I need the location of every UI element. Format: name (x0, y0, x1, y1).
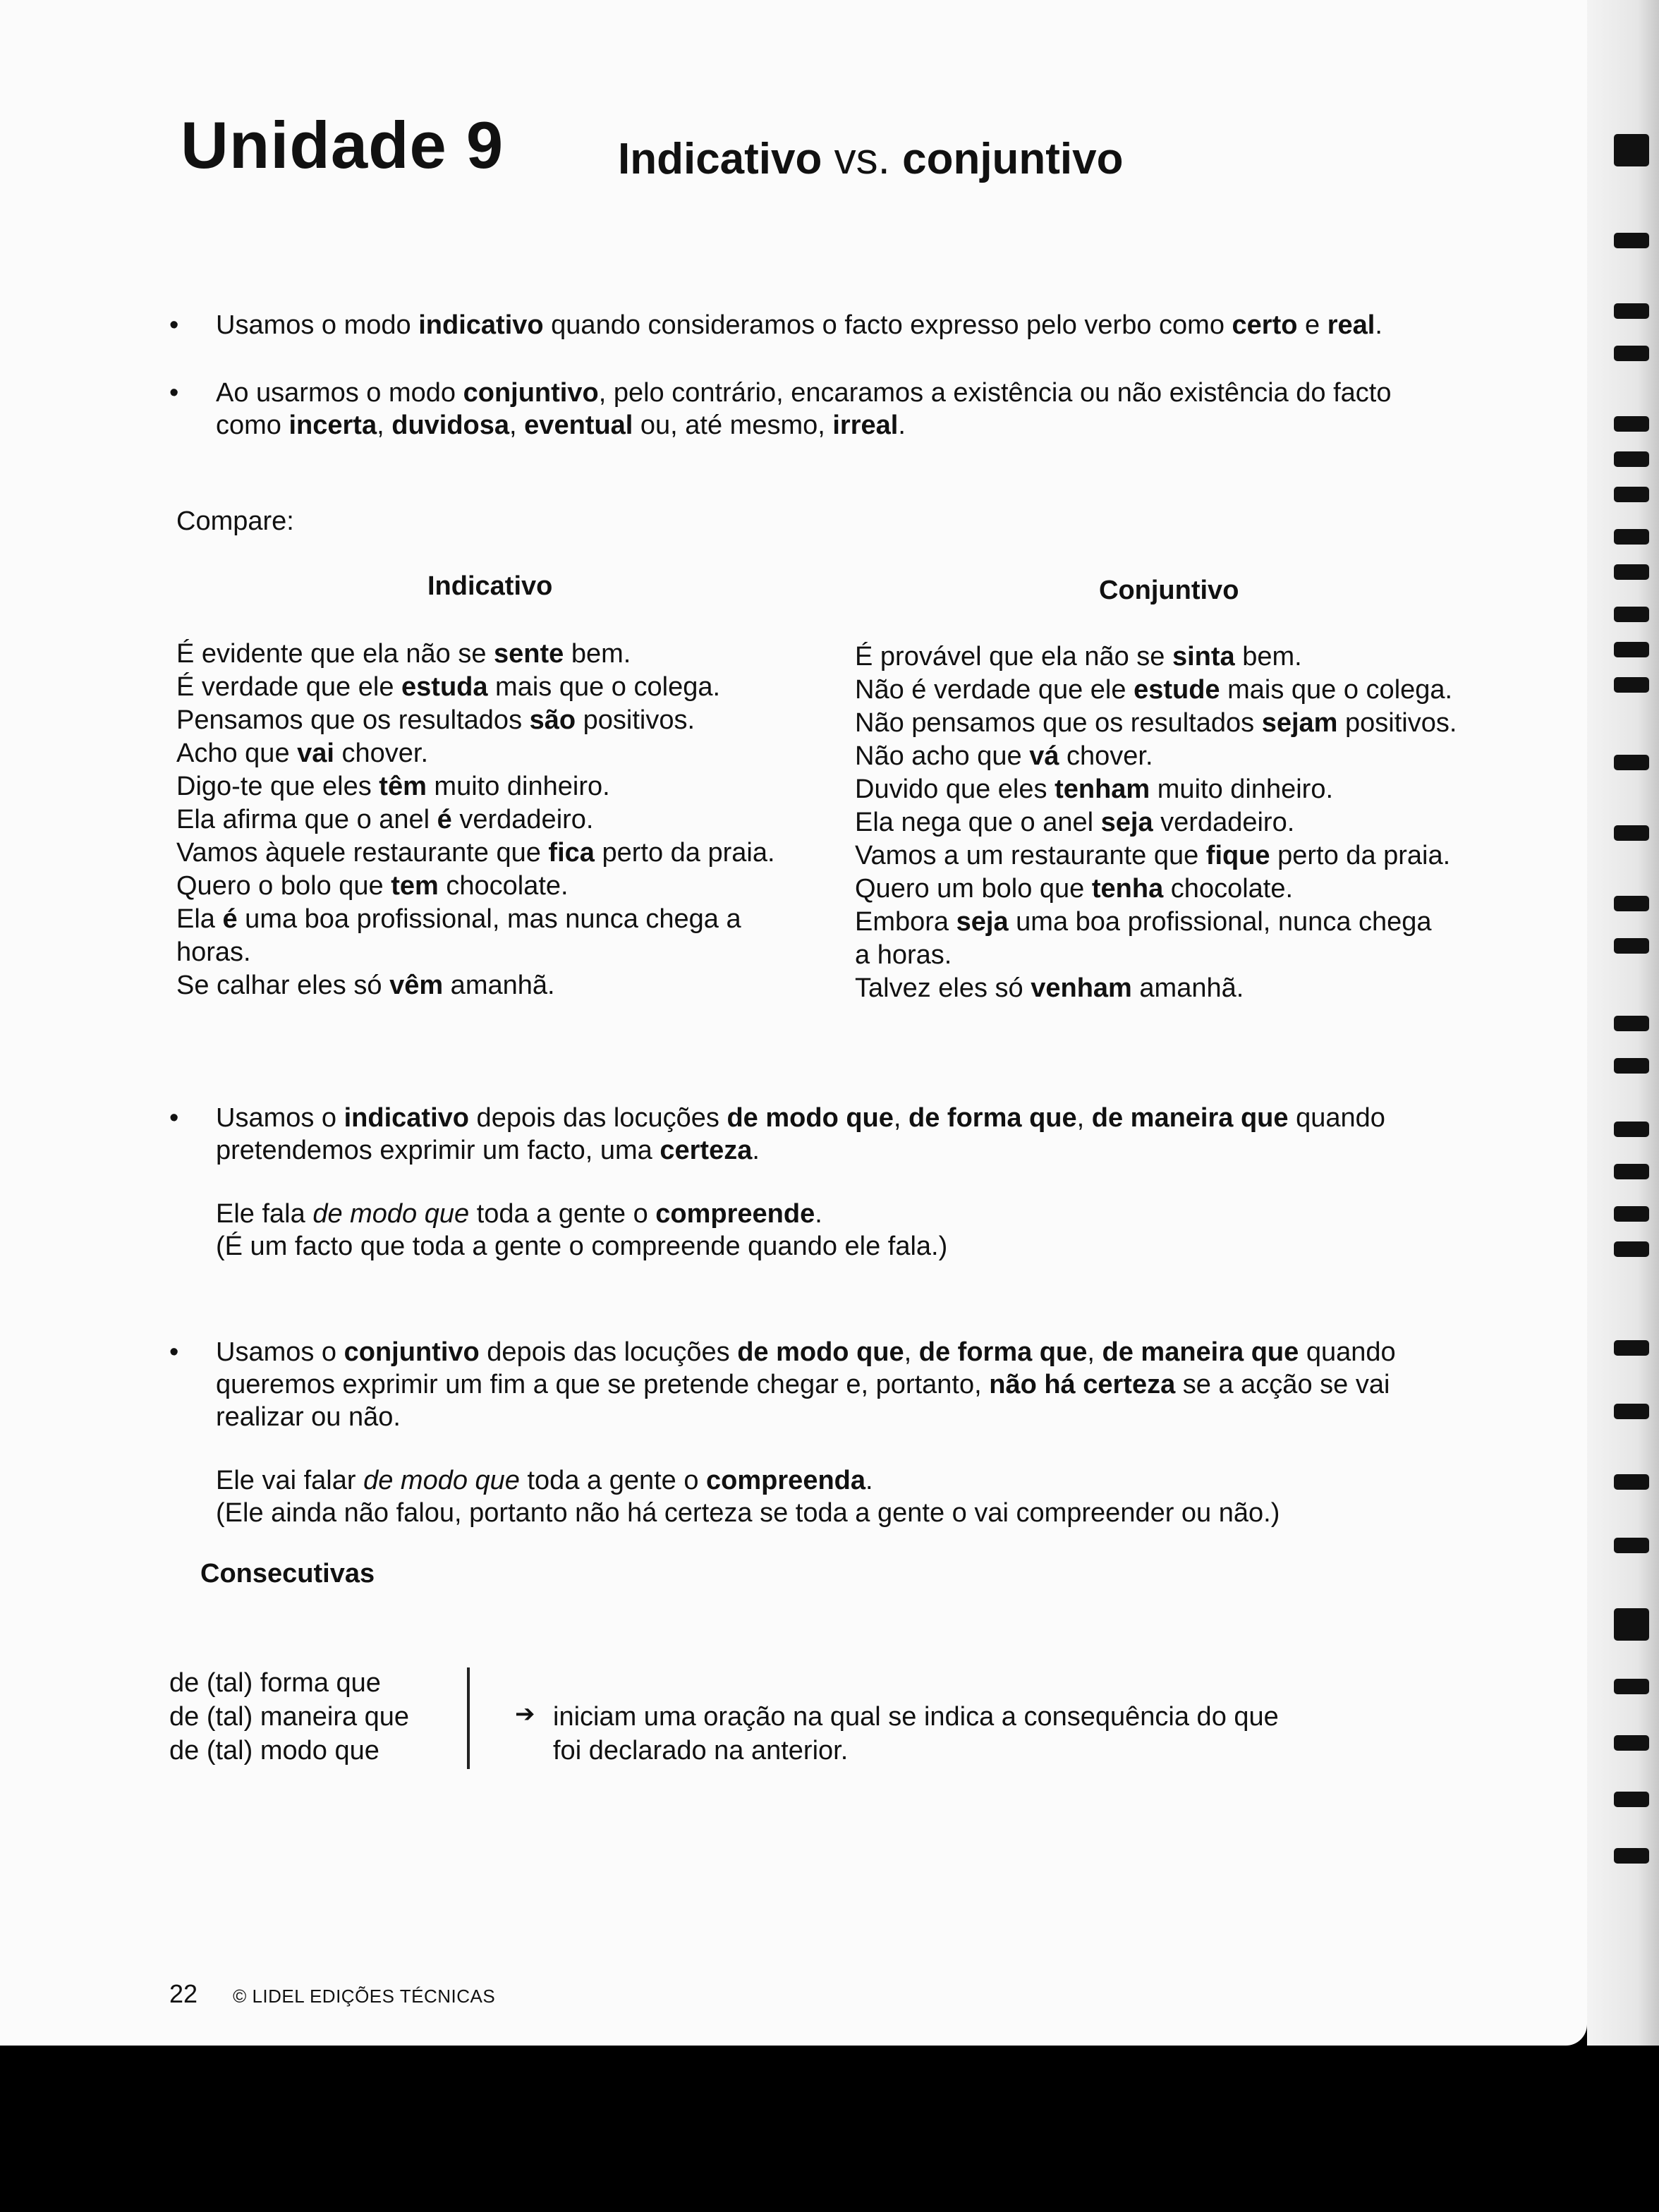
text-line (176, 803, 825, 837)
text-run: se a acção se vai (1175, 1370, 1390, 1399)
bullet-icon: • (169, 1103, 179, 1133)
text-run: , (893, 1103, 909, 1133)
bold-text: de modo que (737, 1337, 904, 1367)
text-line (216, 1401, 1493, 1433)
text-run: Quero o bolo que (176, 871, 391, 901)
bold-text: certeza (660, 1136, 753, 1165)
text-line (216, 1368, 1493, 1401)
bold-text: irreal (832, 411, 899, 440)
text-run: bem. (564, 639, 631, 669)
bold-text: de modo que (727, 1103, 894, 1133)
text-run: amanhã. (443, 971, 555, 1000)
text-run: pretendemos exprimir um facto, uma (216, 1136, 660, 1165)
bold-text: incerta (288, 411, 377, 440)
index-tab-mark (1614, 1792, 1649, 1807)
index-tab-mark (1614, 1538, 1649, 1553)
bold-text: seja (1100, 808, 1153, 837)
bold-text: sinta (1172, 642, 1235, 672)
bold-text: não há certeza (989, 1370, 1176, 1399)
text-run: Vamos a um restaurante que (855, 841, 1206, 870)
subjunctive-examples (855, 640, 1504, 1005)
text-run: chocolate. (438, 871, 569, 901)
text-run: Usamos o (216, 1103, 344, 1133)
index-tab-mark (1614, 825, 1649, 841)
text-line (176, 837, 825, 870)
bold-text: estude (1134, 675, 1220, 705)
text-run: e (1297, 310, 1327, 340)
index-tab-mark (1614, 416, 1649, 432)
text-run: quando consideramos o facto expresso pelo verbo como (543, 310, 1232, 340)
unit-title-vs: vs. (834, 135, 890, 183)
text-run: depois das locuções (469, 1103, 727, 1133)
subjunctive-column-header: Conjuntivo (1099, 576, 1239, 605)
text-line (216, 1134, 1493, 1167)
text-line (855, 906, 1504, 939)
index-tab-mark (1614, 451, 1649, 467)
usage-bullet-subjunctive (216, 1336, 1493, 1433)
bold-text: tenha (1091, 874, 1164, 904)
text-line (216, 1464, 1493, 1497)
text-line (855, 972, 1504, 1005)
bold-text: compreenda (706, 1466, 866, 1495)
index-tab-mark (1614, 1608, 1649, 1641)
index-tab-mark (1614, 607, 1649, 622)
text-run: Ele fala (216, 1199, 313, 1229)
bold-text: de forma que (918, 1337, 1088, 1367)
index-tab-mark (1614, 1241, 1649, 1257)
consecutive-description-line: iniciam uma oração na qual se indica a consequência do que (553, 1702, 1279, 1732)
page-footer (169, 1979, 495, 2009)
index-tab-mark (1614, 487, 1649, 502)
text-run: Usamos o modo (216, 310, 419, 340)
italic-text: de modo que (312, 1199, 470, 1229)
consecutive-description (553, 1700, 1279, 1768)
index-tab-mark (1614, 1735, 1649, 1751)
text-run: É verdade que ele (176, 672, 402, 702)
text-line (855, 640, 1504, 674)
index-tab-mark (1614, 642, 1649, 657)
text-line (855, 839, 1504, 873)
text-run: toda a gente o (519, 1466, 707, 1495)
bold-text: de maneira que (1091, 1103, 1289, 1133)
text-line (216, 1102, 1493, 1134)
bold-text: sente (494, 639, 564, 669)
text-line (216, 409, 1493, 442)
text-run: quando (1288, 1103, 1385, 1133)
bold-text: têm (379, 772, 427, 801)
bold-text: certo (1232, 310, 1298, 340)
bold-text: vá (1029, 741, 1059, 771)
bold-text: indicativo (418, 310, 544, 340)
bullet-icon: • (169, 1337, 179, 1367)
index-tab-mark (1614, 1206, 1649, 1222)
index-tab-mark (1614, 896, 1649, 911)
text-run: , (509, 411, 525, 440)
text-run: É evidente que ela não se (176, 639, 494, 669)
text-run: verdadeiro. (1153, 808, 1295, 837)
index-tab-mark (1614, 1164, 1649, 1179)
text-line (216, 1198, 1493, 1230)
unit-title (618, 134, 1124, 184)
bold-text: é (437, 805, 452, 834)
text-run: Não acho que (855, 741, 1030, 771)
text-run: Embora (855, 907, 956, 937)
intro-bullet-1 (216, 309, 1493, 341)
text-run: uma boa profissional, nunca chega (1008, 907, 1432, 937)
text-run: Não pensamos que os resultados (855, 708, 1262, 738)
bullet-icon: • (169, 310, 179, 340)
consecutive-phrase: de (tal) modo que (169, 1736, 379, 1766)
text-run: (Ele ainda não falou, portanto não há certeza se toda a gente o vai compreender ou não.) (216, 1498, 1280, 1528)
text-run: , (377, 411, 392, 440)
text-run: . (898, 411, 906, 440)
index-tab-mark (1614, 1122, 1649, 1137)
consecutive-description-line: foi declarado na anterior. (553, 1736, 849, 1766)
bold-text: duvidosa (391, 411, 510, 440)
index-tab-mark (1614, 529, 1649, 545)
text-run: toda a gente o (469, 1199, 656, 1229)
text-run: Ela afirma que o anel (176, 805, 437, 834)
text-run: Ela nega que o anel (855, 808, 1101, 837)
text-run: chover. (1059, 741, 1153, 771)
bold-text: sejam (1261, 708, 1338, 738)
text-line (855, 707, 1504, 740)
text-line (216, 377, 1493, 409)
bold-text: real (1327, 310, 1375, 340)
bold-text: tenham (1055, 774, 1150, 804)
index-tab-mark (1614, 134, 1649, 166)
text-run: muito dinheiro. (1150, 774, 1334, 804)
text-line (176, 936, 825, 969)
bullet-icon: • (169, 378, 179, 408)
text-run: Se calhar eles só (176, 971, 390, 1000)
text-run: Acho que (176, 739, 298, 768)
text-run: . (865, 1466, 873, 1495)
text-run: Pensamos que os resultados (176, 705, 530, 735)
text-run: mais que o colega. (487, 672, 721, 702)
text-run: a horas. (855, 940, 952, 970)
unit-title-topic-b: conjuntivo (902, 135, 1124, 183)
text-run: , pelo contrário, encaramos a existência ou não existência do facto (598, 378, 1392, 408)
text-run: . (815, 1199, 822, 1229)
text-line (855, 873, 1504, 906)
index-tab-mark (1614, 755, 1649, 770)
intro-bullet-2 (216, 377, 1493, 442)
text-run: Ele vai falar (216, 1466, 364, 1495)
text-run: , (1076, 1103, 1092, 1133)
text-run: realizar ou não. (216, 1402, 401, 1432)
text-run: Usamos o (216, 1337, 344, 1367)
index-tab-mark (1614, 1058, 1649, 1074)
text-run: Digo-te que eles (176, 772, 379, 801)
text-run: , (904, 1337, 919, 1367)
bold-text: venham (1031, 973, 1132, 1003)
bold-text: indicativo (344, 1103, 469, 1133)
text-run: verdadeiro. (451, 805, 594, 834)
index-tab-mark (1614, 1016, 1649, 1031)
text-line (216, 309, 1493, 341)
text-line (176, 638, 825, 671)
consecutive-heading: Consecutivas (200, 1559, 375, 1588)
text-run: perto da praia. (1270, 841, 1451, 870)
text-line (216, 1230, 1493, 1263)
consecutive-phrases (169, 1666, 409, 1768)
text-line (176, 704, 825, 737)
bold-text: conjuntivo (344, 1337, 480, 1367)
text-line (855, 939, 1504, 972)
text-run: Quero um bolo que (855, 874, 1092, 904)
text-line (855, 806, 1504, 839)
bold-text: compreende (655, 1199, 815, 1229)
unit-heading: Unidade 9 (181, 108, 504, 182)
bold-text: vai (297, 739, 334, 768)
bold-text: vêm (389, 971, 444, 1000)
text-line (855, 740, 1504, 773)
usage-example-subjunctive (216, 1464, 1493, 1529)
usage-example-indicative (216, 1198, 1493, 1263)
bold-text: é (222, 904, 238, 934)
indicative-column-header: Indicativo (427, 571, 553, 601)
text-run: . (1375, 310, 1382, 340)
page-number: 22 (169, 1979, 198, 2008)
text-line (176, 737, 825, 770)
vertical-divider (467, 1667, 470, 1769)
copyright-notice: © LIDEL EDIÇÕES TÉCNICAS (233, 1986, 496, 2007)
compare-label: Compare: (176, 506, 294, 536)
bold-text: de maneira que (1102, 1337, 1299, 1367)
index-tab-mark (1614, 346, 1649, 361)
index-tab-mark (1614, 1404, 1649, 1419)
text-run: chocolate. (1163, 874, 1294, 904)
index-tab-mark (1614, 1474, 1649, 1490)
text-line (855, 773, 1504, 806)
text-run: Ao usarmos o modo (216, 378, 463, 408)
text-run: amanhã. (1131, 973, 1244, 1003)
italic-text: de modo que (363, 1466, 520, 1495)
index-tab-mark (1614, 677, 1649, 693)
text-run: quando (1299, 1337, 1396, 1367)
text-run: Vamos àquele restaurante que (176, 838, 549, 868)
text-run: Ela (176, 904, 223, 934)
text-line (176, 903, 825, 936)
text-run: mais que o colega. (1220, 675, 1453, 705)
text-run: horas. (176, 937, 251, 967)
text-line (216, 1497, 1493, 1529)
text-line (176, 969, 825, 1002)
index-tab-mark (1614, 1679, 1649, 1694)
text-run: positivos. (576, 705, 695, 735)
text-run: muito dinheiro. (426, 772, 610, 801)
text-line (855, 674, 1504, 707)
bold-text: fique (1205, 841, 1270, 870)
indicative-examples (176, 638, 825, 1002)
text-line (216, 1336, 1493, 1368)
right-arrow-icon: ➔ (515, 1701, 535, 1727)
text-run: chover. (334, 739, 429, 768)
bold-text: eventual (524, 411, 633, 440)
bold-text: de forma que (909, 1103, 1077, 1133)
text-run: como (216, 411, 289, 440)
index-tab-mark (1614, 303, 1649, 319)
text-run: . (752, 1136, 760, 1165)
text-line (176, 671, 825, 704)
index-tab-mark (1614, 938, 1649, 954)
text-run: positivos. (1337, 708, 1457, 738)
index-tab-mark (1614, 564, 1649, 580)
text-run: Não é verdade que ele (855, 675, 1134, 705)
bold-text: tem (391, 871, 439, 901)
index-tab-mark (1614, 1340, 1649, 1356)
text-run: Duvido que eles (855, 774, 1055, 804)
text-run: ou, até mesmo, (633, 411, 833, 440)
text-run: Talvez eles só (855, 973, 1031, 1003)
bold-text: conjuntivo (463, 378, 599, 408)
usage-bullet-indicative (216, 1102, 1493, 1167)
index-tab-mark (1614, 233, 1649, 248)
text-line (176, 870, 825, 903)
bold-text: fica (548, 838, 595, 868)
text-run: depois das locuções (479, 1337, 738, 1367)
text-line (176, 770, 825, 803)
index-tab-mark (1614, 1848, 1649, 1864)
bold-text: são (529, 705, 576, 735)
next-page-edge (1587, 0, 1659, 2046)
text-run: uma boa profissional, mas nunca chega a (237, 904, 741, 934)
text-run: , (1087, 1337, 1102, 1367)
text-run: perto da praia. (594, 838, 775, 868)
consecutive-phrase: de (tal) forma que (169, 1668, 381, 1698)
text-run: (É um facto que toda a gente o compreende quando ele fala.) (216, 1232, 948, 1261)
consecutive-phrase: de (tal) maneira que (169, 1702, 410, 1732)
unit-title-topic-a: Indicativo (618, 135, 822, 183)
text-run: queremos exprimir um fim a que se pretende chegar e, portanto, (216, 1370, 990, 1399)
bold-text: estuda (401, 672, 488, 702)
bold-text: seja (956, 907, 1009, 937)
text-run: bem. (1234, 642, 1302, 672)
text-run: É provável que ela não se (855, 642, 1172, 672)
